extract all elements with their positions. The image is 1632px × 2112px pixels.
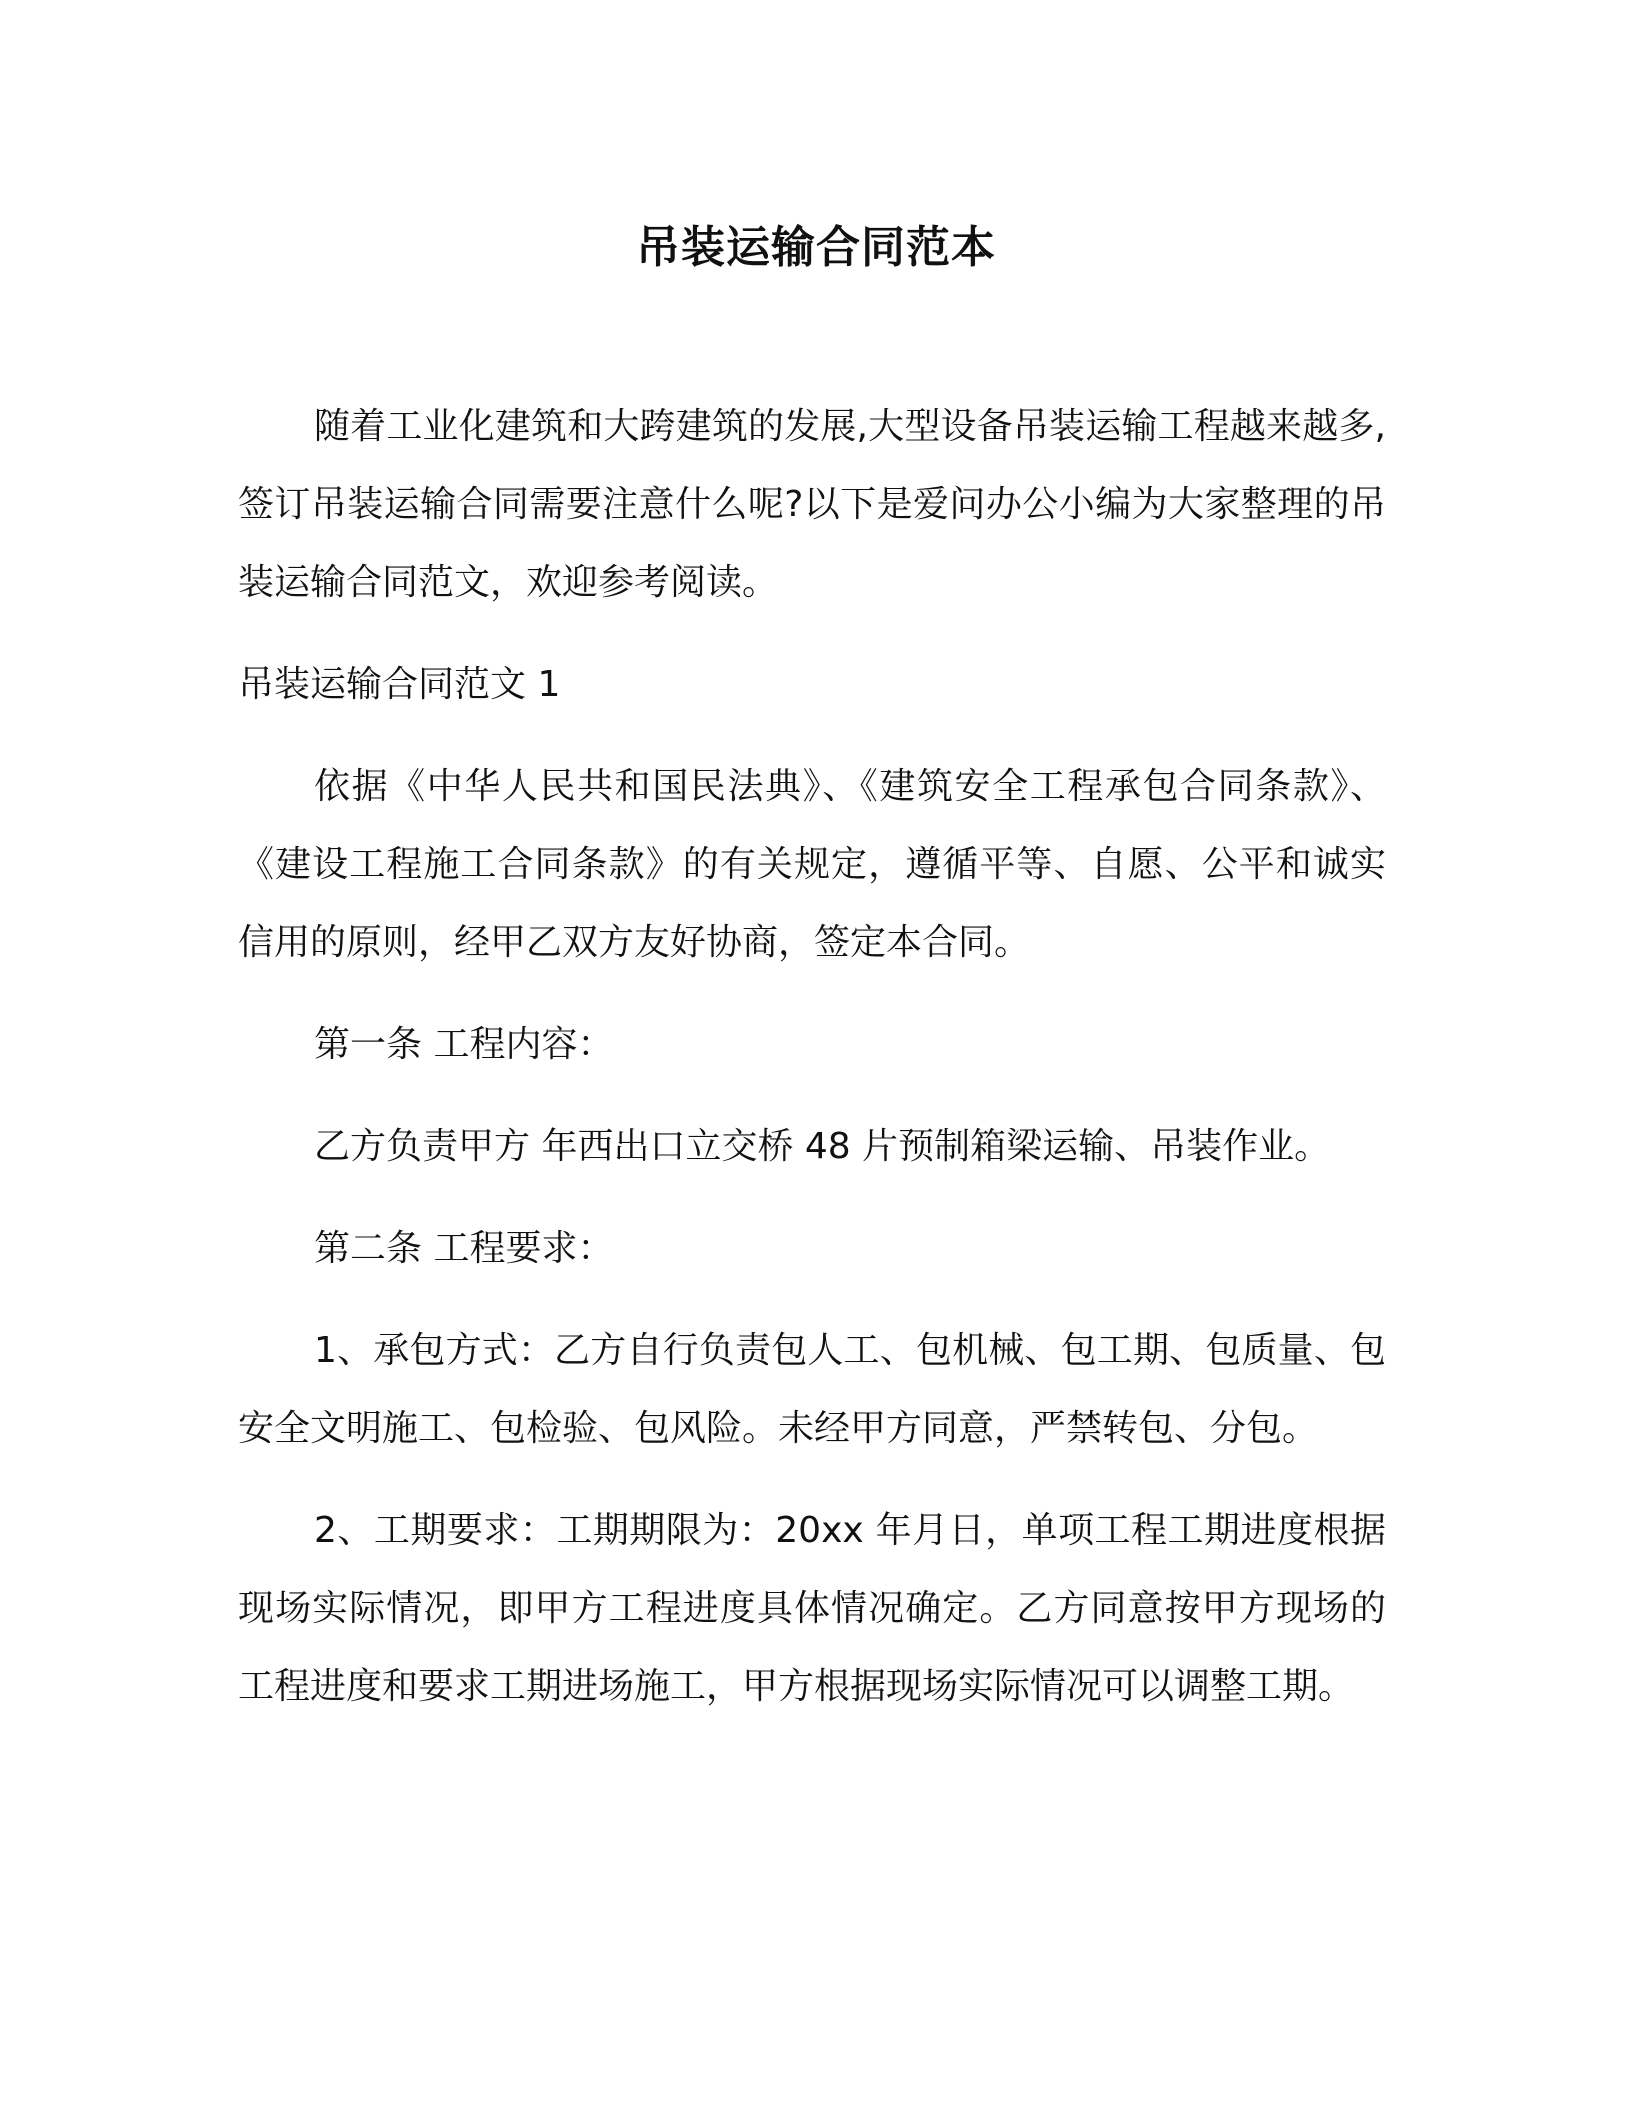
- article-1-content: 乙方负责甲方 年西出口立交桥 48 片预制箱梁运输、吊装作业。: [314, 1126, 1331, 1167]
- article-2-item-1: 1、承包方式：乙方自行负责包人工、包机械、包工期、包质量、包安全文明施工、包检验、包风险。未经甲方同意，严禁转包、分包。: [238, 1330, 1386, 1449]
- article-1-heading: 第一条 工程内容：: [314, 1024, 614, 1065]
- document-title: 吊装运输合同范本: [636, 222, 996, 273]
- document-body: [238, 388, 1386, 1750]
- paragraph-intro: 随着工业化建筑和大跨建筑的发展,大型设备吊装运输工程越来越多,签订吊装运输合同需要注意什么呢?以下是爱问办公小编为大家整理的吊装运输合同范文，欢迎参考阅读。: [238, 406, 1386, 603]
- article-2-item-2: 2、工期要求：工期期限为：20xx 年月日，单项工程工期进度根据现场实际情况，即甲方工程进度具体情况确定。乙方同意按甲方现场的工程进度和要求工期进场施工，甲方根据现场实际情况可以调整工期。: [238, 1510, 1386, 1707]
- article-2-heading: 第二条 工程要求：: [314, 1228, 614, 1269]
- section-heading-sample-1: 吊装运输合同范文 1: [238, 664, 561, 705]
- paragraph-legal-basis: 依据《中华人民共和国民法典》、《建筑安全工程承包合同条款》、《建设工程施工合同条款》的有关规定，遵循平等、自愿、公平和诚实信用的原则，经甲乙双方友好协商，签定本合同。: [238, 766, 1386, 963]
